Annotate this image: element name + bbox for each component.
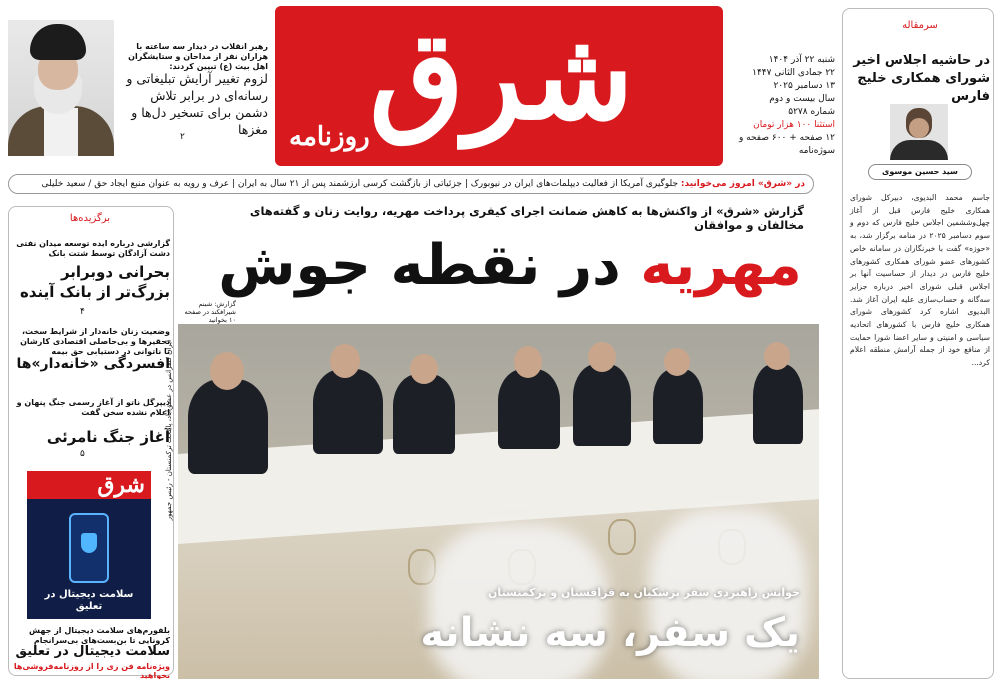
selected-item2-title[interactable]: افسردگی «خانه‌دار»ها <box>16 356 170 372</box>
issue-price: استثنا ۱۰۰ هزار تومان <box>753 120 835 130</box>
leader-headline[interactable]: لزوم تغییر آرایش تبلیغاتی و رسانه‌ای در برابر تلاش دشمن برای تسخیر دل‌ها و مغزها <box>126 71 268 137</box>
masthead <box>275 6 723 166</box>
leader-photo <box>8 20 114 156</box>
strip-label: در «شرق» امروز می‌خوانید: <box>680 179 805 189</box>
issue-date-persian: شنبه ۲۲ آذر ۱۴۰۴ <box>768 55 835 65</box>
main-kicker: گزارش «شرق» از واکنش‌ها به کاهش ضمانت اجرای کیفری پرداخت مهریه، روایت زنان و گفته‌های مخالفان و موافقان <box>249 204 804 232</box>
selected-item2-kicker: وضعیت زنان خانه‌دار از شرایط سخت، تحقیرها و بی‌حاصلی اقتصادی کارشان تا ناتوانی در دستیابی حق بیمه <box>20 327 170 356</box>
editorial-label: سرمقاله <box>902 20 938 31</box>
issue-date-gregorian: ۱۳ دسامبر ۲۰۲۵ <box>773 81 835 91</box>
todays-headlines-strip[interactable] <box>8 174 814 194</box>
supplement-cover-caption: سلامت دیجیتال در تعلیق <box>44 589 134 612</box>
masthead-title: شرق <box>369 6 634 147</box>
leader-kicker: رهبر انقلاب در دیدار سه ساعته با هزاران نفر از مداحان و ستایشگران اهل بیت (ع) تبیین کردند: <box>128 42 268 71</box>
supplement-cover[interactable] <box>27 471 151 619</box>
editorial-body: جاسم محمد البدیوی، دبیرکل شورای همکاری خلیج فارس قبل از آغاز چهل‌وششمین اجلاس خلیج فارس که دوم و سوم دسامبر ۲۰۲۵ در منامه برگزار شد، به «حوزه» گفت با خبرنگاران در سامانه خاص کشورهای عضو شورای همکاری کشورهای خلیج فارس در دیدار از حساسیت آنها بر اجلاس قبلی شورای اخیر درباره جزایر سه‌گانه و حساب‌سازی علیه ایران آغاز شد. البدیوی اشاره کرد کشورهای شورای همکاری خلیج فارس با کشورهای اتحادیه سیاسی و امنیتی و سایر اعضا شورا حمایت از منافع خود از جمله آرامش منطقه اعلام کرد... <box>850 193 990 368</box>
selected-item1-title[interactable]: بحرانی دوبرابر بزرگ‌تر از بانک آینده <box>19 263 170 301</box>
issue-info <box>735 54 835 158</box>
author-name: سید حسین موسوی <box>868 164 972 180</box>
selected-item4-ref: ویژه‌نامه فن زی را از روزنامه‌فروشی‌ها بخواهید <box>13 662 170 679</box>
photo-credit: ایران کنفرانس در عشق‌آباد، پایتخت ترکمنستان - رئیس جمهور <box>165 340 173 521</box>
strip-text: جلوگیری آمریکا از فعالیت دیپلمات‌های ایران در نیوبورک | جزئیاتی از بازگشت کرسی ارزشمند پس از ۲۱ سال به ایران | عرف و رویه به عنوان منبع ایجاد حق / سعید خلیلی <box>41 179 679 189</box>
masthead-subtitle: روزنامه <box>289 122 370 152</box>
report-note: گزارش: شبنم شیرافکند در صفحه ۱۰ بخوانید <box>184 300 236 324</box>
author-avatar <box>890 104 948 160</box>
supplement-logo: شرق <box>97 472 145 498</box>
photo-caption-headline[interactable]: یک سفر، سه نشانه <box>420 610 800 656</box>
selected-item4-title[interactable]: سلامت دیجیتال در تعلیق <box>15 644 170 659</box>
shield-icon <box>81 533 97 553</box>
selected-item3-title[interactable]: آغاز جنگ نامرئی <box>46 428 170 446</box>
editorial-title[interactable]: در حاشیه اجلاس اخیر شورای همکاری خلیج فارس <box>853 53 990 104</box>
leader-page-ref: ۲ <box>180 132 185 142</box>
issue-pages: ۱۲ صفحه + ۶۰۰ صفحه و سوژه‌نامه <box>738 133 835 156</box>
selected-item3-kicker: دیپرگل ناتو از آغاز رسمی جنگ پنهان و اعلام نشده سخن گفت <box>16 398 170 417</box>
selected-column-title: برگزیده‌ها <box>69 213 111 224</box>
issue-year: سال بیست و دوم <box>769 94 835 104</box>
issue-number: شماره ۵۲۷۸ <box>788 107 835 117</box>
selected-item1-kicker: گزارشی درباره ایده توسعه میدان نفتی دشت آزادگان توسط شتت بانک <box>16 239 170 258</box>
selected-item3-page: ۵ <box>80 449 85 459</box>
selected-item4-kicker: بلفورم‌های سلامت دیجیتال از جهش کرونایی تا بن‌بست‌های بی‌سرانجام <box>29 626 170 645</box>
main-headline[interactable] <box>200 230 820 302</box>
photo-caption-kicker: خوانش راهبردی سفر پزشکیان به قزاقستان و ترکمنستان <box>488 586 800 599</box>
main-headline-black: در نقطه جوش <box>218 233 621 298</box>
selected-item1-page: ۴ <box>80 307 85 317</box>
issue-date-hijri: ۲۲ جمادی الثانی ۱۴۴۷ <box>752 68 835 78</box>
main-headline-red: مهریه <box>640 233 802 298</box>
